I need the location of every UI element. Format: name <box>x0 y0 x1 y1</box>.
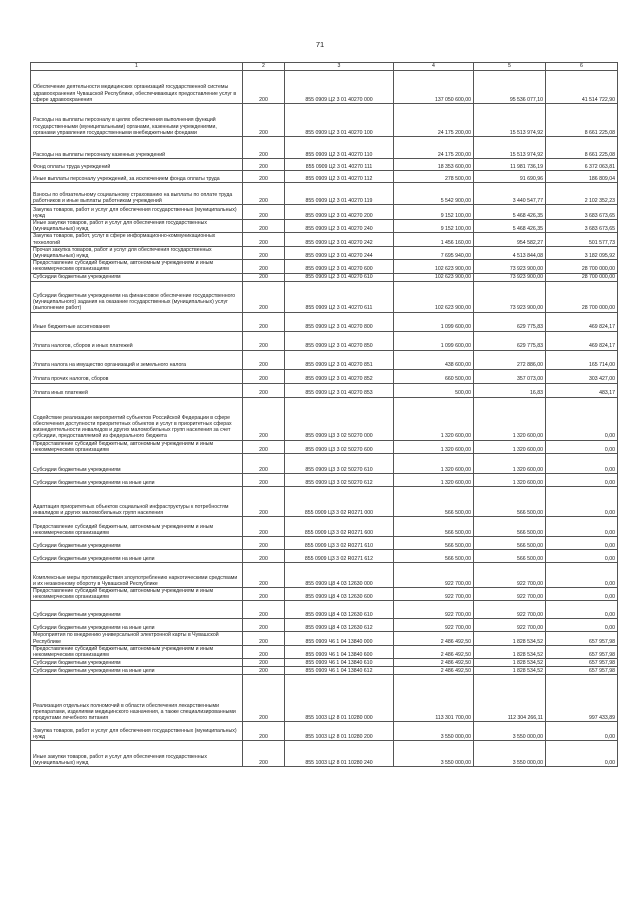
cell-executed: 73 923 900,00 <box>474 281 546 312</box>
cell-remainder: 469 824,17 <box>546 331 618 350</box>
table-row <box>31 397 618 440</box>
cell-code: 200 <box>243 632 285 645</box>
table-row <box>31 331 618 350</box>
table-row <box>31 260 618 273</box>
cell-remainder: 657 957,98 <box>546 667 618 675</box>
cell-code: 200 <box>243 383 285 397</box>
cell-approved: 2 486 492,50 <box>394 667 474 675</box>
cell-name: Взносы по обязательному социальному страхованию на выплаты по оплате труда работников и иные выплаты работникам учреждений <box>31 183 243 205</box>
table-row <box>31 281 618 312</box>
cell-name: Уплата прочих налогов, сборов <box>31 369 243 383</box>
cell-remainder: 2 102 352,23 <box>546 183 618 205</box>
cell-remainder: 3 683 673,65 <box>546 205 618 220</box>
header-row <box>31 63 618 71</box>
cell-code: 200 <box>243 137 285 159</box>
cell-code: 200 <box>243 205 285 220</box>
cell-name: Иные выплаты персоналу учреждений, за исключением фонда оплаты труда <box>31 171 243 183</box>
table-row <box>31 659 618 667</box>
cell-code: 200 <box>243 550 285 563</box>
cell-kbk: 855 0909 Ц2 3 01 40270 242 <box>285 233 394 246</box>
cell-remainder: 0,00 <box>546 550 618 563</box>
table-row <box>31 487 618 517</box>
cell-name: Субсидии бюджетным учреждениям <box>31 273 243 281</box>
cell-name: Субсидии бюджетным учреждениям <box>31 659 243 667</box>
table-row <box>31 563 618 588</box>
cell-remainder: 0,00 <box>546 440 618 453</box>
table-row <box>31 183 618 205</box>
cell-remainder: 657 957,98 <box>546 632 618 645</box>
table-row <box>31 71 618 104</box>
cell-remainder: 28 700 000,00 <box>546 273 618 281</box>
cell-approved: 2 486 492,50 <box>394 632 474 645</box>
table-row <box>31 537 618 550</box>
cell-name: Субсидии бюджетным учреждениям <box>31 537 243 550</box>
column-header-name: 1 <box>31 63 243 71</box>
table-row <box>31 454 618 474</box>
cell-code: 200 <box>243 517 285 537</box>
cell-code: 200 <box>243 350 285 369</box>
cell-name: Мероприятия по внедрению универсальной электронной карты в Чувашской Республике <box>31 632 243 645</box>
cell-name: Субсидии бюджетным учреждениям на иные цели <box>31 667 243 675</box>
cell-kbk: 855 0909 Ц2 3 01 40270 000 <box>285 71 394 104</box>
cell-approved: 9 152 100,00 <box>394 220 474 233</box>
table-row <box>31 550 618 563</box>
table-row <box>31 233 618 246</box>
cell-code: 200 <box>243 369 285 383</box>
table-row <box>31 159 618 171</box>
cell-remainder: 165 714,00 <box>546 350 618 369</box>
cell-code: 200 <box>243 331 285 350</box>
cell-executed: 91 690,96 <box>474 171 546 183</box>
cell-executed: 5 468 426,35 <box>474 220 546 233</box>
cell-kbk: 855 0909 Ч6 1 04 13840 612 <box>285 667 394 675</box>
cell-approved: 1 456 160,00 <box>394 233 474 246</box>
cell-name: Иные бюджетные ассигнования <box>31 312 243 331</box>
cell-executed: 922 700,00 <box>474 588 546 601</box>
table-row <box>31 588 618 601</box>
table-row <box>31 312 618 331</box>
cell-executed: 1 828 534,52 <box>474 667 546 675</box>
cell-remainder: 0,00 <box>546 619 618 632</box>
cell-approved: 3 550 000,00 <box>394 722 474 741</box>
cell-approved: 438 600,00 <box>394 350 474 369</box>
cell-kbk: 855 0909 Ц2 3 01 40270 240 <box>285 220 394 233</box>
cell-code: 200 <box>243 171 285 183</box>
cell-name: Иные закупки товаров, работ и услуг для обеспечения государственных (муниципальных) нужд <box>31 741 243 767</box>
cell-approved: 18 353 600,00 <box>394 159 474 171</box>
cell-kbk: 855 0909 Ц2 3 01 40270 111 <box>285 159 394 171</box>
cell-remainder: 186 809,04 <box>546 171 618 183</box>
cell-name: Предоставление субсидий бюджетным, автономным учреждениям и иным некоммерческим организациям <box>31 260 243 273</box>
cell-approved: 922 700,00 <box>394 563 474 588</box>
cell-approved: 113 301 700,00 <box>394 675 474 722</box>
cell-name: Комплексные меры противодействия злоупотреблению наркотическими средствами и их незаконному обороту в Чувашской Республике <box>31 563 243 588</box>
cell-approved: 922 700,00 <box>394 588 474 601</box>
cell-kbk: 855 0909 Ц2 3 01 40270 610 <box>285 273 394 281</box>
cell-code: 200 <box>243 183 285 205</box>
cell-code: 200 <box>243 675 285 722</box>
cell-executed: 1 320 600,00 <box>474 397 546 440</box>
cell-executed: 922 700,00 <box>474 601 546 619</box>
cell-executed: 15 513 974,92 <box>474 137 546 159</box>
cell-kbk: 855 0909 Ц2 3 01 40270 119 <box>285 183 394 205</box>
cell-remainder: 0,00 <box>546 563 618 588</box>
cell-executed: 1 320 600,00 <box>474 440 546 453</box>
table-row <box>31 675 618 722</box>
cell-name: Расходы на выплаты персоналу в целях обеспечения выполнения функций государственными (муниципальными) органами, казенными учреждениями, органами управления государственными внебюджетными фондами <box>31 104 243 137</box>
cell-remainder: 0,00 <box>546 741 618 767</box>
cell-executed: 922 700,00 <box>474 619 546 632</box>
cell-code: 200 <box>243 440 285 453</box>
cell-remainder: 657 957,98 <box>546 659 618 667</box>
table-row <box>31 632 618 645</box>
cell-executed: 566 500,00 <box>474 550 546 563</box>
cell-executed: 73 923 900,00 <box>474 273 546 281</box>
cell-executed: 15 513 974,92 <box>474 104 546 137</box>
cell-kbk: 855 0909 Ц8 4 03 12630 000 <box>285 563 394 588</box>
cell-name: Уплата налога на имущество организаций и земельного налога <box>31 350 243 369</box>
cell-remainder: 0,00 <box>546 487 618 517</box>
cell-code: 200 <box>243 312 285 331</box>
column-header-executed: 5 <box>474 63 546 71</box>
cell-kbk: 855 1003 Ц2 8 01 10280 000 <box>285 675 394 722</box>
cell-kbk: 855 0909 Ц3 3 02 R0271 610 <box>285 537 394 550</box>
cell-executed: 4 513 844,08 <box>474 246 546 259</box>
cell-executed: 629 775,83 <box>474 312 546 331</box>
cell-executed: 272 886,00 <box>474 350 546 369</box>
cell-name: Реализация отдельных полномочий в области обеспечения лекарственными препаратами, изделиями медицинского назначения, а также специализированными продуктами лечебного питания <box>31 675 243 722</box>
cell-approved: 102 623 900,00 <box>394 281 474 312</box>
cell-approved: 1 320 600,00 <box>394 440 474 453</box>
cell-approved: 1 320 600,00 <box>394 454 474 474</box>
cell-executed: 1 320 600,00 <box>474 474 546 487</box>
cell-executed: 566 500,00 <box>474 487 546 517</box>
cell-kbk: 855 0909 Ц2 3 01 40270 200 <box>285 205 394 220</box>
cell-name: Иные закупки товаров, работ и услуг для обеспечения государственных (муниципальных) нужд <box>31 220 243 233</box>
cell-executed: 1 828 534,52 <box>474 645 546 658</box>
cell-kbk: 855 0909 Ц2 3 01 40270 852 <box>285 369 394 383</box>
table-row <box>31 137 618 159</box>
cell-code: 200 <box>243 563 285 588</box>
cell-name: Уплата иных платежей <box>31 383 243 397</box>
cell-remainder: 8 661 225,08 <box>546 137 618 159</box>
cell-remainder: 483,17 <box>546 383 618 397</box>
cell-code: 200 <box>243 397 285 440</box>
cell-remainder: 0,00 <box>546 474 618 487</box>
cell-kbk: 855 0909 Ц2 3 01 40270 611 <box>285 281 394 312</box>
cell-kbk: 855 0909 Ц2 3 01 40270 112 <box>285 171 394 183</box>
cell-kbk: 855 0909 Ц2 3 01 40270 100 <box>285 104 394 137</box>
cell-kbk: 855 0909 Ц2 3 01 40270 800 <box>285 312 394 331</box>
cell-name: Закупка товаров, работ и услуг для обеспечения государственных (муниципальных) нужд <box>31 205 243 220</box>
table-row <box>31 205 618 220</box>
cell-kbk: 855 0909 Ц2 3 01 40270 853 <box>285 383 394 397</box>
cell-kbk: 855 0909 Ц3 3 02 R0271 000 <box>285 487 394 517</box>
cell-remainder: 997 433,89 <box>546 675 618 722</box>
table-row <box>31 667 618 675</box>
cell-name: Адаптация приоритетных объектов социальной инфраструктуры к потребностям инвалидов и других маломобильных групп населения <box>31 487 243 517</box>
cell-executed: 73 923 900,00 <box>474 260 546 273</box>
cell-kbk: 855 0909 Ц8 4 03 12630 612 <box>285 619 394 632</box>
cell-name: Уплата налогов, сборов и иных платежей <box>31 331 243 350</box>
cell-kbk: 855 0909 Ч6 1 04 13840 610 <box>285 659 394 667</box>
cell-approved: 1 320 600,00 <box>394 474 474 487</box>
cell-name: Обеспечение деятельности медицинских организаций государственной системы здравоохранения Чувашской Республики, обеспечивающих предоставление услуг в сфере здравоохранения <box>31 71 243 104</box>
cell-executed: 566 500,00 <box>474 537 546 550</box>
cell-kbk: 855 0909 Ч6 1 04 13840 600 <box>285 645 394 658</box>
cell-remainder: 303 427,00 <box>546 369 618 383</box>
cell-name: Расходы на выплаты персоналу казенных учреждений <box>31 137 243 159</box>
cell-code: 200 <box>243 659 285 667</box>
cell-remainder: 0,00 <box>546 537 618 550</box>
cell-remainder: 501 577,73 <box>546 233 618 246</box>
cell-executed: 11 981 736,19 <box>474 159 546 171</box>
cell-executed: 1 320 600,00 <box>474 454 546 474</box>
cell-approved: 566 500,00 <box>394 487 474 517</box>
cell-kbk: 855 1003 Ц2 8 01 10280 240 <box>285 741 394 767</box>
cell-name: Предоставление субсидий бюджетным, автономным учреждениям и иным некоммерческим организациям <box>31 517 243 537</box>
table-row <box>31 350 618 369</box>
cell-kbk: 855 0909 Ц2 3 01 40270 244 <box>285 246 394 259</box>
cell-name: Субсидии бюджетным учреждениям на иные цели <box>31 550 243 563</box>
cell-code: 200 <box>243 537 285 550</box>
cell-kbk: 855 0909 Ц3 3 02 50270 610 <box>285 454 394 474</box>
table-row <box>31 273 618 281</box>
cell-code: 200 <box>243 233 285 246</box>
cell-code: 200 <box>243 645 285 658</box>
cell-kbk: 855 0909 Ц3 3 02 R0271 612 <box>285 550 394 563</box>
cell-code: 200 <box>243 454 285 474</box>
cell-approved: 1 099 600,00 <box>394 312 474 331</box>
cell-remainder: 6 372 063,81 <box>546 159 618 171</box>
cell-approved: 922 700,00 <box>394 619 474 632</box>
cell-approved: 137 050 600,00 <box>394 71 474 104</box>
cell-approved: 278 500,00 <box>394 171 474 183</box>
cell-code: 200 <box>243 246 285 259</box>
table-row <box>31 619 618 632</box>
cell-code: 200 <box>243 619 285 632</box>
cell-remainder: 3 182 095,92 <box>546 246 618 259</box>
cell-name: Субсидии бюджетным учреждениям <box>31 454 243 474</box>
cell-approved: 1 320 600,00 <box>394 397 474 440</box>
cell-kbk: 855 0909 Ц2 3 01 40270 851 <box>285 350 394 369</box>
cell-approved: 24 175 200,00 <box>394 104 474 137</box>
cell-executed: 357 073,00 <box>474 369 546 383</box>
cell-remainder: 0,00 <box>546 601 618 619</box>
table-row <box>31 474 618 487</box>
cell-approved: 566 500,00 <box>394 550 474 563</box>
table-row <box>31 601 618 619</box>
cell-remainder: 0,00 <box>546 588 618 601</box>
cell-approved: 2 486 492,50 <box>394 645 474 658</box>
cell-kbk: 855 0909 Ц8 4 03 12630 610 <box>285 601 394 619</box>
page-number: 71 <box>315 40 325 49</box>
cell-executed: 16,83 <box>474 383 546 397</box>
cell-code: 200 <box>243 601 285 619</box>
cell-executed: 112 304 266,11 <box>474 675 546 722</box>
cell-code: 200 <box>243 104 285 137</box>
cell-approved: 24 175 200,00 <box>394 137 474 159</box>
cell-remainder: 0,00 <box>546 397 618 440</box>
cell-executed: 5 468 426,35 <box>474 205 546 220</box>
table-row <box>31 246 618 259</box>
cell-executed: 954 582,27 <box>474 233 546 246</box>
cell-code: 200 <box>243 220 285 233</box>
cell-name: Субсидии бюджетным учреждениям на иные цели <box>31 474 243 487</box>
cell-executed: 629 775,83 <box>474 331 546 350</box>
cell-name: Субсидии бюджетным учреждениям <box>31 601 243 619</box>
cell-code: 200 <box>243 159 285 171</box>
column-header-kbk: 3 <box>285 63 394 71</box>
cell-kbk: 855 0909 Ц8 4 03 12630 600 <box>285 588 394 601</box>
cell-executed: 95 536 077,10 <box>474 71 546 104</box>
cell-remainder: 657 957,98 <box>546 645 618 658</box>
cell-code: 200 <box>243 71 285 104</box>
cell-approved: 1 099 600,00 <box>394 331 474 350</box>
cell-remainder: 3 683 673,65 <box>546 220 618 233</box>
cell-executed: 1 828 534,52 <box>474 632 546 645</box>
cell-executed: 566 500,00 <box>474 517 546 537</box>
table-row <box>31 369 618 383</box>
cell-remainder: 8 661 225,08 <box>546 104 618 137</box>
cell-kbk: 855 0909 Ч6 1 04 13840 000 <box>285 632 394 645</box>
table-row <box>31 383 618 397</box>
cell-approved: 102 623 900,00 <box>394 260 474 273</box>
cell-name: Фонд оплаты труда учреждений <box>31 159 243 171</box>
cell-name: Субсидии бюджетным учреждениям на финансовое обеспечение государственного (муниципального) задания на оказание государственных (муниципальных) услуг (выполнение работ) <box>31 281 243 312</box>
cell-remainder: 28 700 000,00 <box>546 260 618 273</box>
table-row <box>31 171 618 183</box>
cell-kbk: 855 0909 Ц3 3 02 50270 000 <box>285 397 394 440</box>
cell-approved: 660 500,00 <box>394 369 474 383</box>
cell-kbk: 855 0909 Ц3 3 02 50270 600 <box>285 440 394 453</box>
cell-kbk: 855 0909 Ц2 3 01 40270 600 <box>285 260 394 273</box>
cell-approved: 566 500,00 <box>394 537 474 550</box>
cell-executed: 922 700,00 <box>474 563 546 588</box>
cell-name: Субсидии бюджетным учреждениям на иные цели <box>31 619 243 632</box>
cell-code: 200 <box>243 260 285 273</box>
table-row <box>31 440 618 453</box>
cell-remainder: 28 700 000,00 <box>546 281 618 312</box>
cell-name: Прочая закупка товаров, работ и услуг для обеспечения государственных (муниципальных) нужд <box>31 246 243 259</box>
cell-approved: 102 623 900,00 <box>394 273 474 281</box>
cell-executed: 3 550 000,00 <box>474 722 546 741</box>
cell-kbk: 855 1003 Ц2 8 01 10280 200 <box>285 722 394 741</box>
cell-code: 200 <box>243 722 285 741</box>
cell-remainder: 41 514 722,90 <box>546 71 618 104</box>
cell-executed: 3 550 000,00 <box>474 741 546 767</box>
cell-name: Закупка товаров, работ, услуг в сфере информационно-коммуникационных технологий <box>31 233 243 246</box>
cell-approved: 7 695 940,00 <box>394 246 474 259</box>
table-body <box>31 71 618 767</box>
table-row <box>31 220 618 233</box>
cell-approved: 500,00 <box>394 383 474 397</box>
cell-approved: 5 542 900,00 <box>394 183 474 205</box>
cell-code: 200 <box>243 741 285 767</box>
cell-remainder: 0,00 <box>546 722 618 741</box>
cell-executed: 3 440 547,77 <box>474 183 546 205</box>
cell-code: 200 <box>243 588 285 601</box>
cell-name: Закупка товаров, работ и услуг для обеспечения государственных (муниципальных) нужд <box>31 722 243 741</box>
cell-name: Предоставление субсидий бюджетным, автономным учреждениям и иным некоммерческим организациям <box>31 645 243 658</box>
cell-code: 200 <box>243 487 285 517</box>
cell-approved: 566 500,00 <box>394 517 474 537</box>
cell-remainder: 0,00 <box>546 454 618 474</box>
column-header-remainder: 6 <box>546 63 618 71</box>
cell-approved: 3 550 000,00 <box>394 741 474 767</box>
cell-code: 200 <box>243 667 285 675</box>
table-row <box>31 645 618 658</box>
table-row <box>31 722 618 741</box>
cell-kbk: 855 0909 Ц3 3 02 R0271 600 <box>285 517 394 537</box>
cell-approved: 2 486 492,50 <box>394 659 474 667</box>
cell-kbk: 855 0909 Ц3 3 02 50270 612 <box>285 474 394 487</box>
cell-approved: 9 152 100,00 <box>394 205 474 220</box>
cell-kbk: 855 0909 Ц2 3 01 40270 110 <box>285 137 394 159</box>
column-header-approved: 4 <box>394 63 474 71</box>
cell-remainder: 0,00 <box>546 517 618 537</box>
table-row <box>31 517 618 537</box>
cell-code: 200 <box>243 273 285 281</box>
cell-kbk: 855 0909 Ц2 3 01 40270 850 <box>285 331 394 350</box>
budget-table <box>30 62 618 767</box>
cell-code: 200 <box>243 281 285 312</box>
cell-code: 200 <box>243 474 285 487</box>
cell-executed: 1 828 534,52 <box>474 659 546 667</box>
table-row <box>31 741 618 767</box>
cell-name: Предоставление субсидий бюджетным, автономным учреждениям и иным некоммерческим организациям <box>31 588 243 601</box>
cell-name: Содействие реализации мероприятий субъектов Российской Федерации в сфере обеспечения доступности приоритетных объектов и услуг в приоритетных сферах жизнедеятельности инвалидов и других маломобильных групп населения за счет субсидии, предоставляемой из федерального бюджета <box>31 397 243 440</box>
column-header-code: 2 <box>243 63 285 71</box>
cell-approved: 922 700,00 <box>394 601 474 619</box>
cell-name: Предоставление субсидий бюджетным, автономным учреждениям и иным некоммерческим организациям <box>31 440 243 453</box>
table-row <box>31 104 618 137</box>
cell-remainder: 469 824,17 <box>546 312 618 331</box>
